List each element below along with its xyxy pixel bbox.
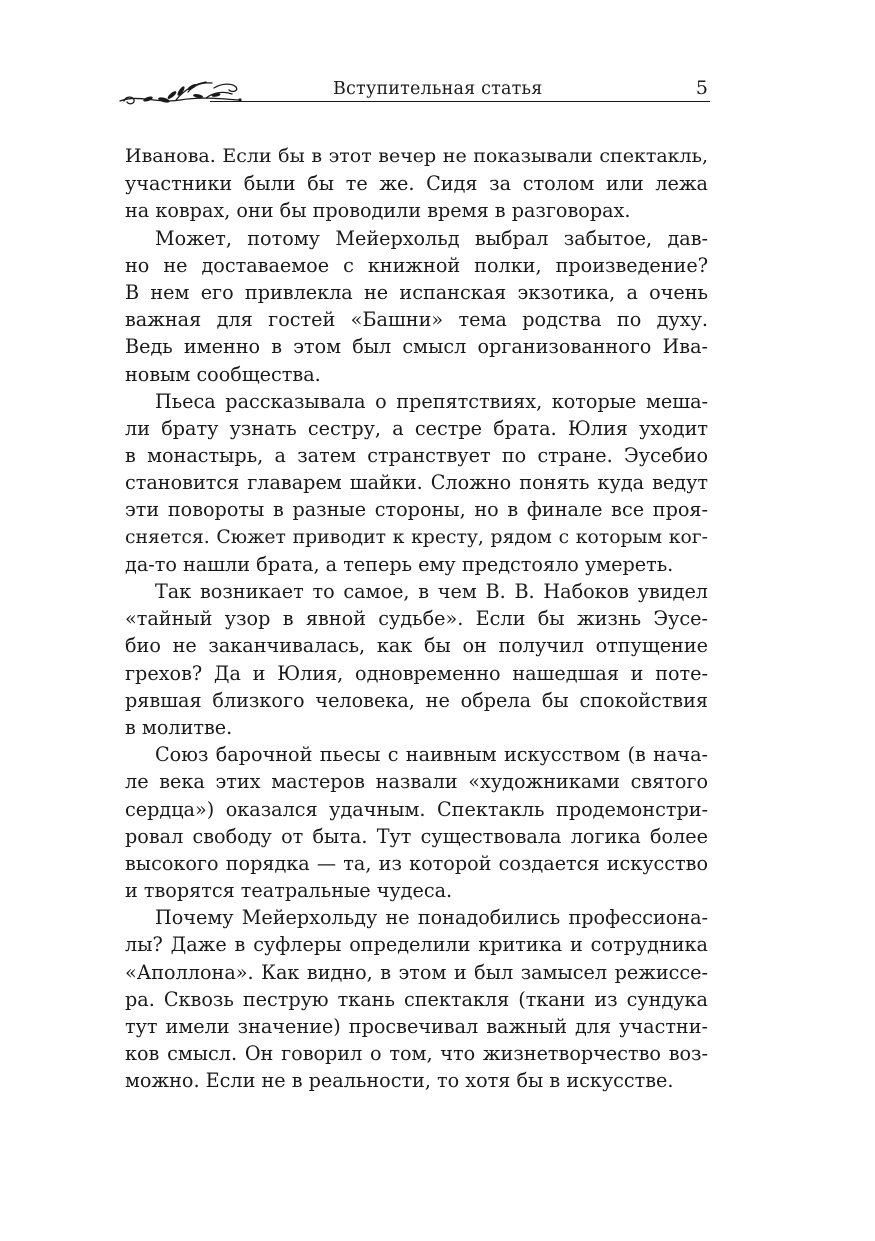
- text-line: Пьеса рассказывала о препятствиях, которые меша-: [155, 389, 708, 413]
- text-line: участники были бы те же. Сидя за столом или лежа: [125, 172, 708, 196]
- text-line: сняется. Сюжет приводит к кресту, рядом с которым ког-: [125, 526, 708, 548]
- text-line: Союз барочной пьесы с наивным искусством (в нача-: [155, 743, 708, 767]
- text-line: Ведь именно в этом был смысл организованного Ива-: [125, 335, 708, 359]
- text-line: Может, потому Мейерхольд выбрал забытое, дав-: [155, 226, 708, 250]
- paragraph: [125, 578, 708, 741]
- text-line: важная для гостей «Башни» тема родства по духу.: [125, 308, 708, 332]
- text-line: ле века этих мастеров назвали «художниками святого: [125, 770, 708, 794]
- text-line: но не доставаемое с книжной полки, произведение?: [125, 253, 708, 277]
- paragraph: [125, 741, 708, 904]
- text-line: Почему Мейерхольду не понадобились профессиона-: [155, 906, 708, 930]
- header-rule: [210, 101, 710, 102]
- text-line: грехов? Да и Юлия, одновременно нашедшая и поте-: [125, 661, 708, 685]
- text-line: эти повороты в разные стороны, но в финале все проя-: [125, 498, 708, 522]
- paragraph: [125, 388, 708, 578]
- text-line: становится главарем шайки. Сложно понять куда ведут: [125, 471, 708, 495]
- page-header: [118, 70, 710, 110]
- text-line: Так возникает то самое, в чем В. В. Набоков увидел: [155, 580, 708, 603]
- text-line: рявшая близкого человека, не обрела бы спокойствия: [125, 688, 708, 712]
- paragraph: [125, 143, 708, 225]
- text-line: ра. Сквозь пеструю ткань спектакля (ткани из сундука: [125, 987, 708, 1011]
- text-line: да-то нашли брата, а теперь ему предстояло умереть.: [125, 552, 674, 576]
- text-line: лы? Даже в суфлеры определили критика и сотрудника: [125, 933, 708, 957]
- paragraph: [125, 225, 708, 388]
- text-line: В нем его привлекла не испанская экзотика, а очень: [125, 280, 708, 304]
- text-line: ровал свободу от быта. Тут существовала логика более: [125, 824, 708, 848]
- text-line: Иванова. Если бы в этот вечер не показывали спектакль,: [125, 145, 708, 167]
- page-number: 5: [695, 77, 708, 99]
- text-line: на коврах, они бы проводили время в разговорах.: [125, 199, 631, 223]
- text-line: высокого порядка — та, из которой создается искусство: [125, 851, 708, 875]
- text-line: тут имели значение) просвечивал важный для участни-: [125, 1015, 708, 1038]
- text-line: ков смысл. Он говорил о том, что жизнетворчество воз-: [125, 1042, 708, 1066]
- text-line: в молитве.: [125, 715, 233, 739]
- text-line: «тайный узор в явной судьбе». Если бы жизнь Эусе-: [125, 607, 708, 631]
- text-line: и творятся театральные чудеса.: [125, 879, 453, 903]
- text-line: новым сообщества.: [125, 362, 321, 386]
- text-line: био не заканчивалась, как бы он получил отпущение: [125, 634, 708, 658]
- text-line: ли брату узнать сестру, а сестре брата. Юлия уходит: [125, 416, 708, 440]
- article-body: [125, 143, 708, 1095]
- text-line: в монастырь, а затем странствует по стране. Эусебио: [125, 444, 708, 468]
- text-line: «Аполлона». Как видно, в этом и был замысел режиссе-: [125, 960, 708, 984]
- running-title: Вступительная статья: [333, 79, 543, 99]
- text-line: сердца») оказался удачным. Спектакль продемонстри-: [125, 797, 708, 821]
- text-line: можно. Если не в реальности, то хотя бы в искусстве.: [125, 1069, 674, 1093]
- paragraph: [125, 904, 708, 1094]
- floral-ornament-icon: [118, 78, 243, 108]
